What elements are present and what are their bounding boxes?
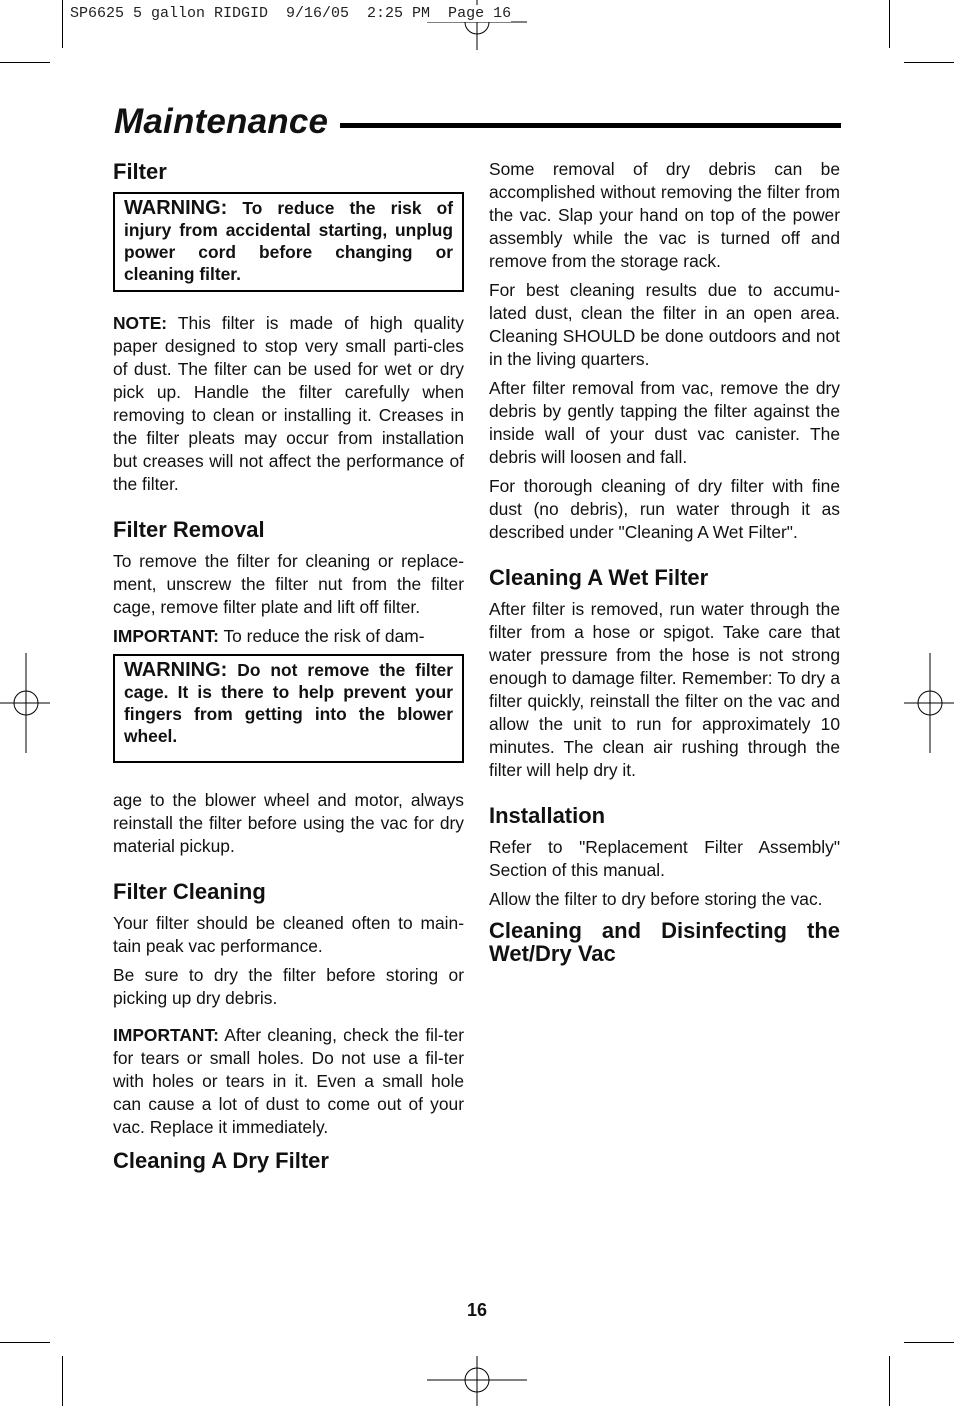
filter-cleaning-heading: Filter Cleaning: [113, 879, 266, 904]
installation-paragraph-1: Refer to "Replacement Filter Assembly" Section of this manual.: [489, 837, 840, 880]
title-rule: [340, 123, 841, 128]
filter-heading: Filter: [113, 159, 167, 184]
crop-mark: [62, 0, 63, 48]
warning-box-filter-cage: [113, 654, 464, 763]
left-column: [113, 158, 464, 1181]
crop-mark: [889, 1356, 890, 1406]
cleaning-disinfecting-heading: Cleaning and Disinfecting the Wet/Dry Vac: [489, 918, 840, 966]
page-number: 16: [466, 1300, 488, 1320]
installation-heading: Installation: [489, 803, 606, 828]
warning-box-unplug: [113, 192, 464, 292]
filter-removal-heading: Filter Removal: [113, 517, 265, 542]
wet-paragraph: After filter is removed, run water through the filter from a hose or spigot. Take care that water pressure from the hose is not strong enough to damage filter. Remember: To dry a filter quickly, reinstall the filter on the vac and allow the unit to run for approximately 10 minutes. The clean air rushing through the filter will help dry it.: [489, 599, 840, 780]
registration-mark-icon: [904, 653, 954, 753]
important-paragraph-2: [113, 1024, 464, 1139]
important-text: To reduce the risk of dam-: [218, 626, 425, 646]
page-title: Maintenance: [114, 102, 329, 141]
print-slug: SP6625 5 gallon RIDGID 9/16/05 2:25 PM Page 16: [70, 5, 512, 22]
crop-mark: [0, 62, 50, 63]
note-label: NOTE:: [113, 313, 168, 333]
cleaning-wet-filter-heading: Cleaning A Wet Filter: [489, 565, 709, 590]
warning-label: WARNING:: [124, 659, 228, 681]
right-column: [489, 158, 840, 971]
dry-paragraph-4: For thorough cleaning of dry filter with fine dust (no debris), run water through it as described under "Cleaning A Wet Filter".: [489, 476, 840, 542]
cleaning-paragraph-2: Be sure to dry the filter before storing or picking up dry debris.: [113, 965, 464, 1008]
dry-paragraph-3: After filter removal from vac, remove the dry debris by gently tapping the filter against the inside wall of your dust vac canister. The debris will loosen and fall.: [489, 378, 840, 467]
crop-mark: [0, 1342, 50, 1343]
registration-mark-icon: [0, 653, 50, 753]
note-paragraph: [113, 312, 464, 496]
removal-continued-paragraph: age to the blower wheel and motor, always reinstall the filter before using the vac for dry material pickup.: [113, 790, 464, 856]
removal-paragraph: To remove the filter for cleaning or replace-ment, unscrew the filter nut from the filter cage, remove filter plate and lift off filter.: [113, 551, 464, 617]
warning-label: WARNING:: [124, 197, 228, 219]
crop-mark: [62, 1356, 63, 1406]
crop-mark: [904, 1342, 954, 1343]
dry-paragraph-2: For best cleaning results due to accumu-lated dust, clean the filter in an open area. Cleaning SHOULD be done outdoors and not in the living quarters.: [489, 280, 840, 369]
cleaning-dry-filter-heading: Cleaning A Dry Filter: [113, 1148, 329, 1173]
important-paragraph-1: [113, 625, 464, 648]
note-text: This filter is made of high quality paper designed to stop very small parti-cles of dust. The filter can be used for wet or dry pick up. Handle the filter carefully when removing to clean or installing it. Creases in the filter pleats may occur from installation but creases will not affect the performance of the filter.: [113, 313, 464, 494]
important-label: IMPORTANT:: [113, 626, 219, 646]
crop-mark: [889, 0, 890, 48]
registration-mark-icon: [427, 1356, 527, 1406]
important-text: After cleaning, check the fil-ter for tears or small holes. Do not use a fil-ter with holes or tears in it. Even a small hole can cause a lot of dust to come out of your vac. Replace it immediately.: [113, 1025, 464, 1137]
crop-mark: [904, 62, 954, 63]
cleaning-paragraph-1: Your filter should be cleaned often to main-tain peak vac performance.: [113, 913, 464, 956]
dry-paragraph-1: Some removal of dry debris can be accomplished without removing the filter from the vac. Slap your hand on top of the power assembly while the vac is turned off and remove from the storage rack.: [489, 159, 840, 271]
installation-paragraph-2: Allow the filter to dry before storing the vac.: [489, 889, 823, 909]
warning-text: Do not remove the filter cage. It is there to help prevent your fingers from getting into the blower wheel.: [124, 660, 453, 746]
warning-text: To reduce the risk of injury from accidental starting, unplug power cord before changing or cleaning filter.: [124, 198, 453, 284]
important-label: IMPORTANT:: [113, 1025, 219, 1045]
